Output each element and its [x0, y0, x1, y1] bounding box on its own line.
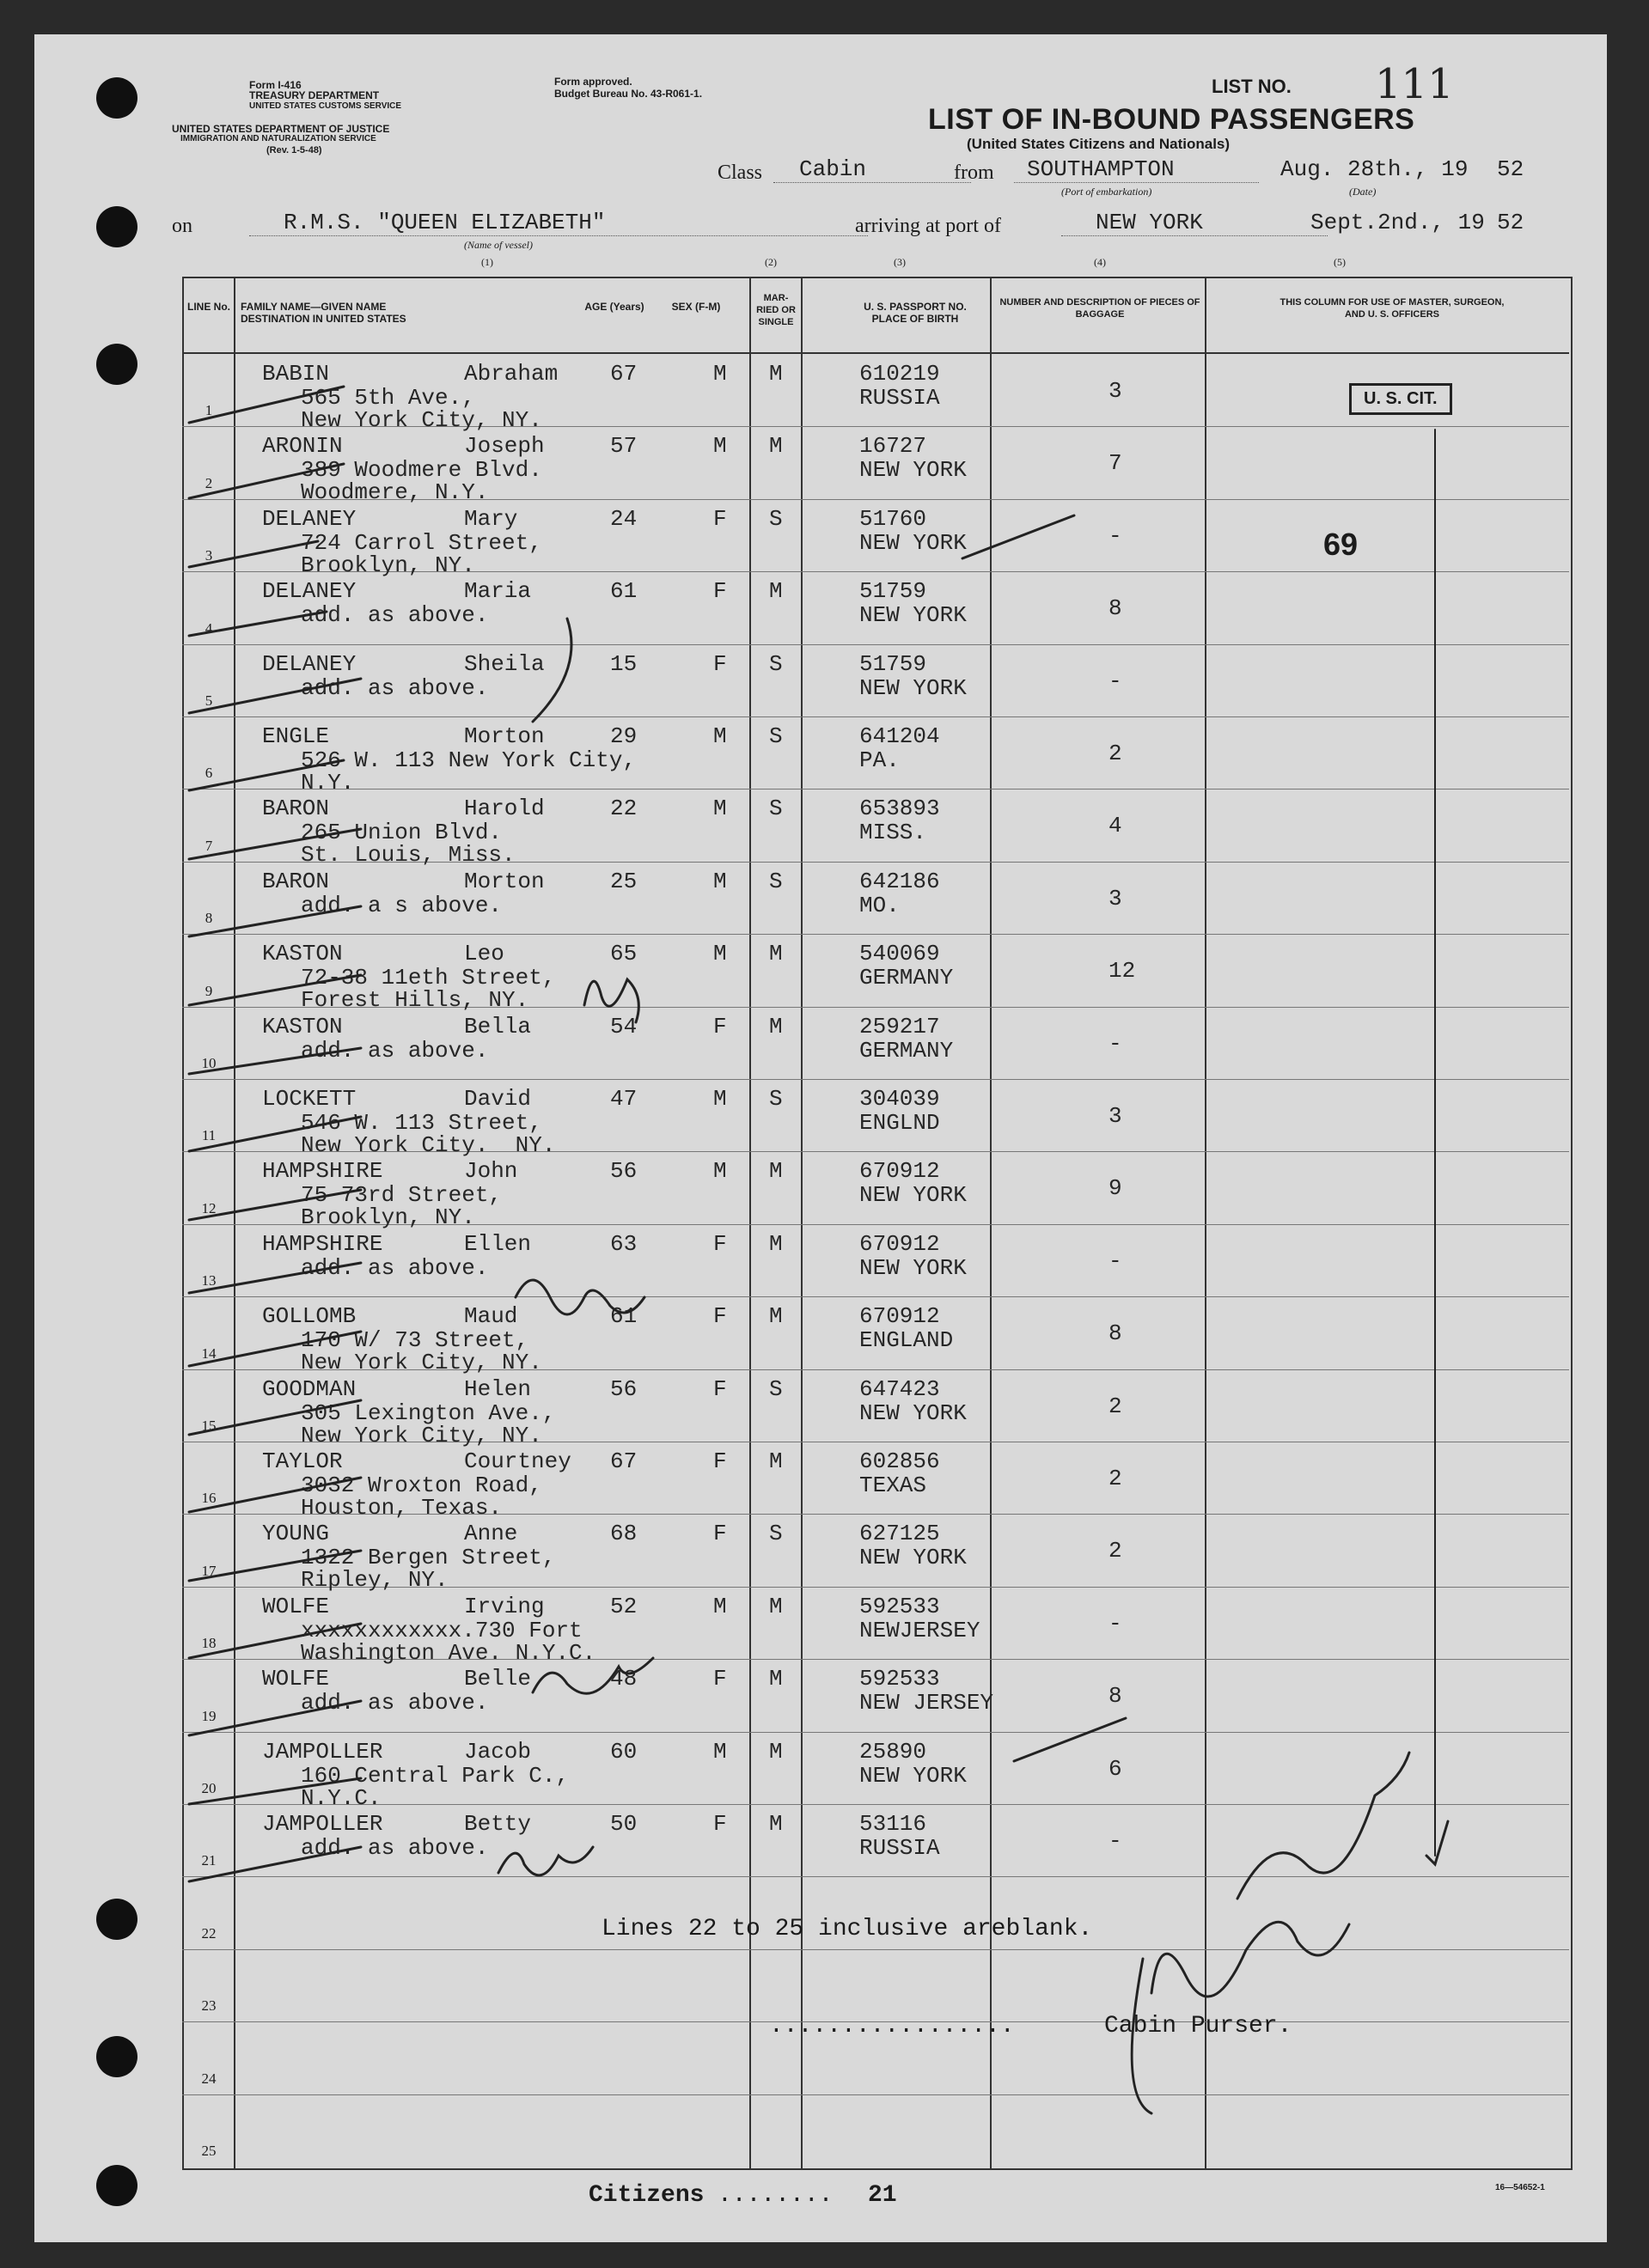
passenger-baggage-count: 2	[1108, 1538, 1122, 1564]
passenger-marital-status: M	[769, 1303, 783, 1330]
passenger-birthplace: GERMANY	[859, 1037, 954, 1064]
line-number: 1	[205, 402, 213, 419]
departure-date: Aug. 28th., 19	[1280, 156, 1469, 182]
passenger-passport-no: 670912	[859, 1230, 940, 1257]
passenger-baggage-count: 7	[1108, 450, 1122, 477]
passenger-address-line1: 305 Lexington Ave.,	[301, 1399, 556, 1426]
passenger-given-name: Maud	[464, 1303, 518, 1330]
passenger-address-line2: Washington Ave. N.Y.C.	[301, 1639, 596, 1666]
line-number: 14	[201, 1344, 217, 1362]
passenger-baggage-count: -	[1108, 1828, 1122, 1854]
col-header-officers: THIS COLUMN FOR USE OF MASTER, SURGEON, AND U. S. OFFICERS	[1280, 297, 1505, 320]
passenger-baggage-count: 12	[1108, 958, 1136, 985]
line-number: 4	[205, 619, 213, 637]
passenger-address-line1: 526 W. 113 New York City,	[301, 747, 637, 773]
line-number: 7	[205, 837, 213, 854]
passenger-family-name: BARON	[262, 868, 330, 894]
passenger-given-name: David	[464, 1086, 532, 1112]
passenger-given-name: Abraham	[464, 361, 559, 387]
passenger-marital-status: S	[769, 723, 783, 749]
line-number: 12	[201, 1199, 217, 1216]
passenger-age: 56	[610, 1158, 638, 1185]
passenger-baggage-count: 8	[1108, 1683, 1122, 1710]
passenger-address-line1: add. as above.	[301, 1690, 489, 1716]
passenger-family-name: JAMPOLLER	[262, 1811, 383, 1837]
passenger-address-line1: 160 Central Park C.,	[301, 1762, 570, 1789]
passenger-address-line1: 265 Union Blvd.	[301, 820, 503, 846]
passenger-birthplace: GERMANY	[859, 965, 954, 991]
passenger-given-name: Belle	[464, 1666, 532, 1692]
passenger-marital-status: M	[769, 578, 783, 605]
passenger-sex: F	[713, 1666, 727, 1692]
passenger-address-line2: N.Y.C.	[301, 1784, 382, 1811]
passenger-marital-status: S	[769, 796, 783, 822]
form-number: Form I-416	[249, 79, 302, 91]
passenger-sex: M	[713, 868, 727, 894]
col-header-sex: SEX (F-M)	[671, 301, 721, 313]
passenger-marital-status: M	[769, 361, 783, 387]
passenger-sex: M	[713, 361, 727, 387]
passenger-family-name: GOODMAN	[262, 1375, 357, 1402]
vessel-caption: (Name of vessel)	[464, 239, 533, 251]
line-number: 6	[205, 765, 213, 782]
passenger-sex: F	[713, 1811, 727, 1837]
passenger-address-line2: St. Louis, Miss.	[301, 842, 516, 869]
passenger-family-name: WOLFE	[262, 1666, 330, 1692]
passenger-sex: M	[713, 941, 727, 967]
passenger-passport-no: 540069	[859, 941, 940, 967]
line-number: 11	[201, 1127, 217, 1144]
passenger-given-name: Anne	[464, 1521, 518, 1547]
passenger-address-line1: 72-38 11eth Street,	[301, 965, 556, 991]
arrival-year: 52	[1497, 210, 1524, 235]
passenger-passport-no: 259217	[859, 1013, 940, 1040]
list-no-label: LIST NO.	[1212, 76, 1292, 97]
line-number: 18	[201, 1635, 217, 1652]
passenger-sex: F	[713, 1375, 727, 1402]
passenger-sex: F	[713, 1013, 727, 1040]
passenger-address-line1: add. as above.	[301, 1835, 489, 1861]
passenger-baggage-count: 3	[1108, 1103, 1122, 1129]
class-label: Class	[718, 162, 763, 184]
line-number: 3	[205, 547, 213, 564]
passenger-sex: M	[713, 723, 727, 749]
line-number: 24	[201, 2070, 217, 2087]
passenger-marital-status: M	[769, 1666, 783, 1692]
purser-title: Cabin Purser.	[1104, 2013, 1292, 2039]
passenger-marital-status: S	[769, 505, 783, 532]
passenger-family-name: KASTON	[262, 1013, 343, 1040]
passenger-family-name: DELANEY	[262, 505, 357, 532]
passenger-family-name: BABIN	[262, 361, 330, 387]
passenger-age: 65	[610, 941, 638, 967]
dept-customs: UNITED STATES CUSTOMS SERVICE	[249, 101, 402, 111]
passenger-marital-status: M	[769, 1013, 783, 1040]
port-caption: (Port of embarkation)	[1061, 186, 1152, 198]
date-caption: (Date)	[1349, 186, 1377, 198]
passenger-age: 25	[610, 868, 638, 894]
passenger-address-line1: 3032 Wroxton Road,	[301, 1472, 542, 1498]
passenger-birthplace: NEW JERSEY	[859, 1690, 994, 1716]
passenger-baggage-count: 9	[1108, 1175, 1122, 1202]
passenger-address-line2: Brooklyn, NY.	[301, 1204, 475, 1231]
line-number: 17	[201, 1562, 217, 1579]
line-number: 22	[201, 1924, 217, 1942]
passenger-sex: M	[713, 1738, 727, 1765]
class-value: Cabin	[773, 156, 971, 183]
passenger-birthplace: ENGLAND	[859, 1327, 954, 1354]
line-number: 9	[205, 982, 213, 999]
citizens-dots: ........	[718, 2182, 834, 2209]
passenger-address-line2: Woodmere, N.Y.	[301, 479, 489, 506]
arrival-port: NEW YORK	[1061, 210, 1328, 236]
passenger-family-name: HAMPSHIRE	[262, 1158, 383, 1185]
passenger-address-line2: Ripley, NY.	[301, 1567, 449, 1594]
passenger-address-line2: New York City. NY.	[301, 1132, 556, 1158]
passenger-given-name: Jacob	[464, 1738, 532, 1765]
col-header-married: MAR-RIED OR SINGLE	[756, 293, 796, 327]
passenger-address-line2: Brooklyn, NY.	[301, 552, 475, 578]
col-header-age: AGE (Years)	[584, 301, 644, 313]
passenger-given-name: Harold	[464, 796, 545, 822]
passenger-baggage-count: 2	[1108, 1466, 1122, 1491]
passenger-given-name: Mary	[464, 505, 518, 532]
footer-code: 16—54652-1	[1495, 2183, 1545, 2192]
passenger-age: 52	[610, 1593, 638, 1619]
passenger-given-name: Betty	[464, 1811, 532, 1837]
from-label: from	[954, 162, 994, 184]
passenger-family-name: DELANEY	[262, 578, 357, 605]
passenger-age: 67	[610, 1448, 638, 1474]
passenger-address-line2: Forest Hills, NY.	[301, 987, 529, 1014]
tally-count: 69	[1323, 527, 1359, 562]
passenger-sex: F	[713, 1303, 727, 1330]
line-number: 19	[201, 1707, 217, 1724]
vessel-name: R.M.S. "QUEEN ELIZABETH"	[249, 210, 868, 236]
passenger-passport-no: 25890	[859, 1738, 927, 1765]
passenger-baggage-count: 3	[1108, 885, 1122, 911]
line-number: 5	[205, 692, 213, 709]
passenger-baggage-count: 8	[1108, 595, 1122, 622]
col-num: (5)	[1334, 256, 1346, 268]
passenger-baggage-count: 3	[1108, 378, 1122, 404]
passenger-address-line1: 1322 Bergen Street,	[301, 1545, 556, 1571]
passenger-marital-status: M	[769, 1593, 783, 1619]
col-num: (3)	[894, 256, 906, 268]
passenger-sex: M	[713, 796, 727, 822]
passenger-birthplace: ENGLND	[859, 1110, 940, 1136]
passenger-age: 68	[610, 1521, 638, 1547]
passenger-address-line1: xxxxxxxxxxxx.730 Fort	[301, 1617, 583, 1643]
passenger-address-line2: Houston, Texas.	[301, 1495, 503, 1521]
passenger-given-name: Morton	[464, 868, 545, 894]
passenger-address-line2: N.Y.	[301, 770, 355, 796]
dept-immigration: IMMIGRATION AND NATURALIZATION SERVICE	[180, 134, 376, 143]
passenger-given-name: Maria	[464, 578, 532, 605]
passenger-age: 67	[610, 361, 638, 387]
passenger-passport-no: 610219	[859, 361, 940, 387]
passenger-birthplace: NEWJERSEY	[859, 1617, 980, 1643]
passenger-sex: M	[713, 1593, 727, 1619]
passenger-marital-status: S	[769, 1375, 783, 1402]
passenger-passport-no: 304039	[859, 1086, 940, 1112]
passenger-baggage-count: 4	[1108, 813, 1122, 839]
passenger-given-name: Joseph	[464, 433, 545, 460]
passenger-age: 15	[610, 650, 638, 677]
passenger-birthplace: NEW YORK	[859, 529, 967, 556]
page-title: LIST OF IN-BOUND PASSENGERS	[928, 103, 1415, 136]
passenger-age: 61	[610, 1303, 638, 1330]
passenger-passport-no: 653893	[859, 796, 940, 822]
passenger-passport-no: 642186	[859, 868, 940, 894]
passenger-family-name: ENGLE	[262, 723, 330, 749]
passenger-sex: F	[713, 1230, 727, 1257]
passenger-birthplace: NEW YORK	[859, 1545, 967, 1571]
passenger-address-line2: New York City, NY.	[301, 1350, 542, 1376]
passenger-baggage-count: -	[1108, 668, 1122, 694]
col-header-name: FAMILY NAME—GIVEN NAME DESTINATION IN UNITED STATES	[241, 301, 406, 325]
passenger-marital-status: S	[769, 650, 783, 677]
passenger-address-line1: add. as above.	[301, 674, 489, 701]
line-number: 13	[201, 1272, 217, 1289]
col-header-line: LINE No.	[187, 301, 230, 313]
passenger-marital-status: S	[769, 868, 783, 894]
line-number: 10	[201, 1055, 217, 1071]
departure-year: 52	[1497, 156, 1524, 182]
passenger-marital-status: M	[769, 1811, 783, 1837]
passenger-age: 50	[610, 1811, 638, 1837]
manifest-page	[34, 34, 1607, 2242]
passenger-birthplace: RUSSIA	[859, 1835, 940, 1861]
passenger-age: 60	[610, 1738, 638, 1765]
passenger-passport-no: 641204	[859, 723, 940, 749]
passenger-passport-no: 16727	[859, 433, 927, 460]
budget-bureau: Budget Bureau No. 43-R061-1.	[554, 88, 703, 100]
col-num: (1)	[481, 256, 493, 268]
passenger-age: 47	[610, 1086, 638, 1112]
passenger-passport-no: 670912	[859, 1303, 940, 1330]
page-subtitle: (United States Citizens and Nationals)	[967, 136, 1231, 152]
passenger-age: 57	[610, 433, 638, 460]
passenger-birthplace: NEW YORK	[859, 1762, 967, 1789]
passenger-family-name: KASTON	[262, 941, 343, 967]
passenger-marital-status: M	[769, 1448, 783, 1474]
passenger-passport-no: 592533	[859, 1593, 940, 1619]
arriving-label: arriving at port of	[855, 215, 1001, 237]
line-number: 23	[201, 1997, 217, 2015]
passenger-address-line1: 75 73rd Street,	[301, 1182, 503, 1209]
passenger-baggage-count: -	[1108, 1030, 1122, 1057]
passenger-marital-status: M	[769, 1158, 783, 1185]
passenger-family-name: ARONIN	[262, 433, 343, 460]
dept-justice: UNITED STATES DEPARTMENT OF JUSTICE	[172, 123, 390, 135]
passenger-family-name: TAYLOR	[262, 1448, 343, 1474]
passenger-passport-no: 602856	[859, 1448, 940, 1474]
passenger-address-line1: 565 5th Ave.,	[301, 385, 475, 411]
passenger-birthplace: NEW YORK	[859, 674, 967, 701]
passenger-family-name: LOCKETT	[262, 1086, 357, 1112]
passenger-birthplace: PA.	[859, 747, 900, 773]
passenger-given-name: Irving	[464, 1593, 545, 1619]
passenger-sex: F	[713, 1521, 727, 1547]
passenger-passport-no: 51760	[859, 505, 927, 532]
passenger-sex: M	[713, 433, 727, 460]
passenger-given-name: Morton	[464, 723, 545, 749]
passenger-age: 63	[610, 1230, 638, 1257]
passenger-age: 48	[610, 1666, 638, 1692]
passenger-marital-status: S	[769, 1521, 783, 1547]
passenger-sex: M	[713, 1086, 727, 1112]
passenger-age: 24	[610, 505, 638, 532]
passenger-address-line2: New York City, NY.	[301, 1422, 542, 1448]
passenger-given-name: Leo	[464, 941, 504, 967]
passenger-given-name: Helen	[464, 1375, 532, 1402]
passenger-birthplace: NEW YORK	[859, 602, 967, 629]
passenger-family-name: WOLFE	[262, 1593, 330, 1619]
list-no-value: 111	[1375, 60, 1454, 108]
passenger-address-line1: add. as above.	[301, 602, 489, 629]
passenger-family-name: GOLLOMB	[262, 1303, 357, 1330]
passenger-family-name: BARON	[262, 796, 330, 822]
arrival-date: Sept.2nd., 19	[1310, 210, 1485, 235]
form-approved: Form approved.	[554, 76, 632, 88]
passenger-passport-no: 592533	[859, 1666, 940, 1692]
passenger-age: 61	[610, 578, 638, 605]
passenger-marital-status: M	[769, 941, 783, 967]
line-number: 21	[201, 1852, 217, 1869]
passenger-passport-no: 51759	[859, 650, 927, 677]
handwritten-marks	[34, 34, 1607, 2242]
citizens-label: Citizens	[589, 2182, 705, 2209]
line-number: 2	[205, 474, 213, 491]
us-citizen-stamp: U. S. CIT.	[1349, 383, 1452, 415]
citizens-count: 21	[868, 2182, 897, 2209]
line-number: 16	[201, 1490, 217, 1507]
passenger-birthplace: MISS.	[859, 820, 927, 846]
line-number: 15	[201, 1418, 217, 1434]
passenger-sex: M	[713, 1158, 727, 1185]
passenger-baggage-count: -	[1108, 1610, 1122, 1637]
passenger-given-name: Sheila	[464, 650, 545, 677]
passenger-birthplace: NEW YORK	[859, 457, 967, 484]
passenger-marital-status: M	[769, 1230, 783, 1257]
passenger-sex: F	[713, 650, 727, 677]
passenger-marital-status: M	[769, 433, 783, 460]
line-number: 25	[201, 2143, 217, 2159]
passenger-baggage-count: -	[1108, 522, 1122, 549]
from-value: SOUTHAMPTON	[1014, 156, 1259, 183]
passenger-age: 22	[610, 796, 638, 822]
passenger-passport-no: 627125	[859, 1521, 940, 1547]
passenger-age: 29	[610, 723, 638, 749]
passenger-given-name: Ellen	[464, 1230, 532, 1257]
col-header-passport: U. S. PASSPORT NO. PLACE OF BIRTH	[864, 301, 967, 325]
passenger-passport-no: 51759	[859, 578, 927, 605]
passenger-given-name: John	[464, 1158, 518, 1185]
col-header-baggage: NUMBER AND DESCRIPTION OF PIECES OF BAGGAGE	[999, 297, 1200, 320]
passenger-address-line1: 389 Woodmere Blvd.	[301, 457, 542, 484]
passenger-passport-no: 53116	[859, 1811, 927, 1837]
passenger-birthplace: MO.	[859, 892, 900, 918]
passenger-family-name: DELANEY	[262, 650, 357, 677]
passenger-baggage-count: -	[1108, 1247, 1122, 1274]
passenger-passport-no: 670912	[859, 1158, 940, 1185]
passenger-birthplace: NEW YORK	[859, 1182, 967, 1209]
passenger-address-line1: add. a s above.	[301, 892, 503, 918]
col-num: (2)	[765, 256, 777, 268]
passenger-family-name: YOUNG	[262, 1521, 330, 1547]
passenger-birthplace: RUSSIA	[859, 385, 940, 411]
on-label: on	[172, 215, 192, 237]
col-num: (4)	[1094, 256, 1106, 268]
line-number: 8	[205, 910, 213, 927]
blank-lines-note: Lines 22 to 25 inclusive areblank.	[602, 1916, 1093, 1942]
passenger-birthplace: NEW YORK	[859, 1254, 967, 1281]
passenger-family-name: JAMPOLLER	[262, 1738, 383, 1765]
purser-dots: .................	[769, 2013, 1015, 2039]
passenger-baggage-count: 2	[1108, 741, 1122, 766]
passenger-birthplace: TEXAS	[859, 1472, 927, 1498]
passenger-marital-status: S	[769, 1086, 783, 1112]
passenger-birthplace: NEW YORK	[859, 1399, 967, 1426]
passenger-address-line1: 170 W/ 73 Street,	[301, 1327, 529, 1354]
passenger-given-name: Bella	[464, 1013, 532, 1040]
passenger-marital-status: M	[769, 1738, 783, 1765]
passenger-sex: F	[713, 1448, 727, 1474]
passenger-address-line1: add. as above.	[301, 1254, 489, 1281]
passenger-baggage-count: 2	[1108, 1393, 1122, 1419]
passenger-baggage-count: 6	[1108, 1755, 1122, 1782]
passenger-address-line1: 546 W. 113 Street,	[301, 1110, 542, 1136]
passenger-family-name: HAMPSHIRE	[262, 1230, 383, 1257]
passenger-given-name: Courtney	[464, 1448, 571, 1474]
passenger-age: 54	[610, 1013, 638, 1040]
passenger-sex: F	[713, 505, 727, 532]
passenger-passport-no: 647423	[859, 1375, 940, 1402]
dept-treasury: TREASURY DEPARTMENT	[249, 89, 380, 101]
passenger-baggage-count: 8	[1108, 1320, 1122, 1347]
form-revision: (Rev. 1-5-48)	[266, 145, 322, 155]
line-number: 20	[201, 1780, 217, 1796]
passenger-address-line2: New York City, NY.	[301, 407, 542, 433]
passenger-sex: F	[713, 578, 727, 605]
passenger-address-line1: 724 Carrol Street,	[301, 529, 542, 556]
passenger-age: 56	[610, 1375, 638, 1402]
passenger-address-line1: add. as above.	[301, 1037, 489, 1064]
